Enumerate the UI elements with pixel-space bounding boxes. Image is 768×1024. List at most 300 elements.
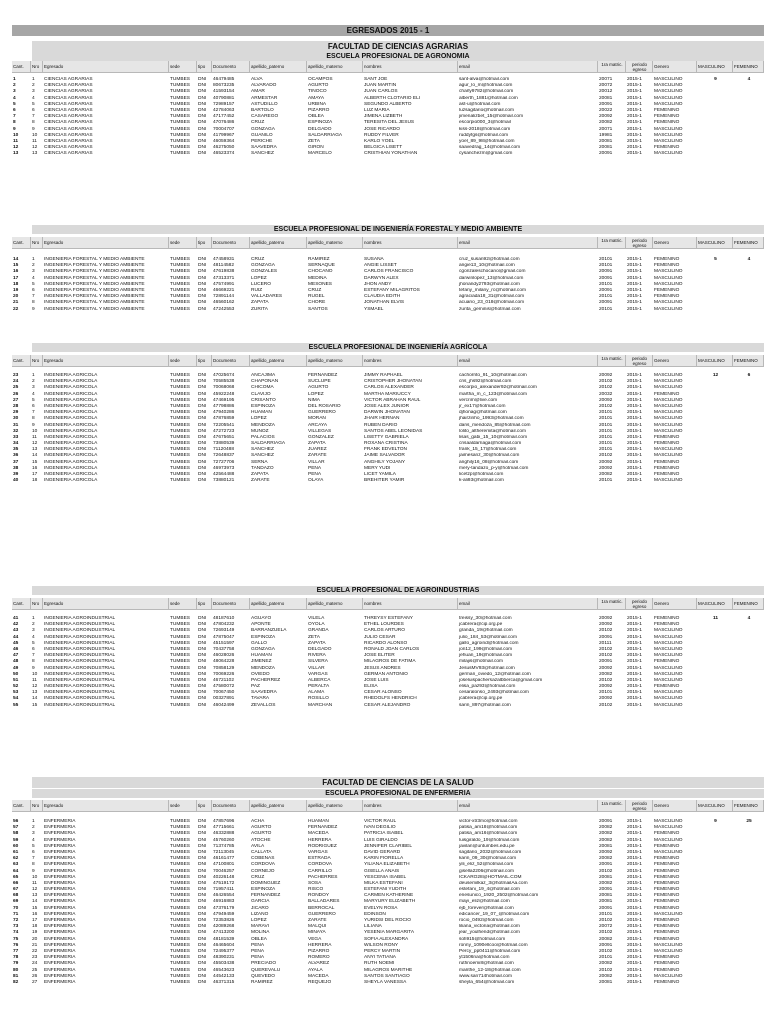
cell-per: 2015-1 bbox=[627, 391, 642, 397]
cell-am: VARGAS bbox=[308, 849, 328, 855]
cell-nom: CARLOS FRANCISCO bbox=[364, 269, 414, 275]
cell-tipo: DNI bbox=[198, 422, 207, 428]
cell-gen: MASCULINO bbox=[654, 690, 683, 696]
cell-egr: INGENIERIA AGRICOLA bbox=[44, 391, 98, 397]
cell-egr: INGENIERIA FORESTAL Y MEDIO AMBIENTE bbox=[44, 275, 145, 281]
cell-mail: mery-tandazo_p-y@hotmail.com bbox=[459, 465, 529, 471]
cell-cnt: 75 bbox=[13, 936, 19, 942]
cell-nom: VICTOR ABRAHAN RAUL bbox=[364, 397, 421, 403]
cell-am: ESTRADA bbox=[308, 856, 331, 862]
table-body bbox=[12, 819, 764, 986]
cell-per: 2015-1 bbox=[627, 967, 642, 973]
cell-ap: CRUZ bbox=[251, 257, 265, 262]
cell-ap: COBEÑAS bbox=[251, 856, 275, 862]
cell-mat: 20102 bbox=[599, 967, 613, 973]
cell-mat: 20101 bbox=[599, 447, 613, 453]
cell-ap: LIZANO bbox=[251, 911, 269, 917]
cell-nom: CESAR ALEJANDRO bbox=[364, 702, 411, 708]
cell-am: PERALTA bbox=[308, 684, 330, 690]
cell-nro: 25 bbox=[32, 967, 38, 973]
cell-nro: 4 bbox=[32, 275, 35, 281]
cell-ap: SANCHEZ bbox=[251, 453, 274, 459]
cell-per: 2015-1 bbox=[627, 416, 642, 422]
cell-ap: CRUZ bbox=[251, 120, 265, 126]
cell-nro: 2 bbox=[32, 379, 35, 385]
cell-ap: CRISANTO bbox=[251, 397, 276, 403]
cell-tipo: DNI bbox=[198, 659, 207, 665]
cell-nro: 15 bbox=[32, 905, 38, 911]
cell-am: HUAMAN bbox=[308, 819, 329, 824]
cell-am: RISCO bbox=[308, 887, 324, 893]
cell-tipo: DNI bbox=[198, 640, 207, 646]
cell-ap: SAAVEDRA bbox=[251, 145, 277, 151]
cell-sede: TUMBES bbox=[170, 924, 190, 930]
cell-tipo: DNI bbox=[198, 979, 207, 985]
cell-gen: MASCULINO bbox=[654, 671, 683, 677]
cell-am: PACHERRES bbox=[308, 874, 338, 880]
cell-nom: JOSE ALEX JUNIOR bbox=[364, 403, 410, 409]
cell-nom: JHON ANDY bbox=[364, 281, 392, 287]
cell-cnt: 27 bbox=[13, 397, 19, 403]
cell-nom: RHEDOLFS HENDRICH bbox=[364, 696, 417, 702]
cell-tipo: DNI bbox=[198, 300, 207, 306]
cell-mat: 20101 bbox=[599, 422, 613, 428]
cell-mail: ICKARO28@HOTMAIL.COM bbox=[459, 874, 522, 880]
cell-am: AYALA bbox=[308, 967, 323, 973]
cell-sede: TUMBES bbox=[170, 942, 190, 948]
cell-tipo: DNI bbox=[198, 441, 207, 447]
cell-per: 2015-1 bbox=[627, 373, 642, 378]
cell-egr: INGENIERIA AGRICOLA bbox=[44, 403, 98, 409]
cell-egr: INGENIERIA AGRICOLA bbox=[44, 465, 98, 471]
cell-nro: 16 bbox=[32, 911, 38, 917]
cell-cnt: 36 bbox=[13, 453, 19, 459]
cell-gen: MASCULINO bbox=[654, 422, 683, 428]
cell-mat: 20091 bbox=[599, 151, 613, 157]
cell-nom: VICTOR RAUL bbox=[364, 819, 397, 824]
cell-mail: cgonzaleschocano@gmail.com bbox=[459, 269, 526, 275]
cell-nom: FRANK EDVELTON bbox=[364, 447, 408, 453]
cell-mat: 20081 bbox=[599, 893, 613, 899]
cell-mat: 20092 bbox=[599, 465, 613, 471]
cell-ap: JIMENEZ bbox=[251, 659, 272, 665]
column-header-masculino: MASCULINO bbox=[697, 355, 733, 367]
cell-cnt: 62 bbox=[13, 856, 19, 862]
cell-sede: TUMBES bbox=[170, 434, 190, 440]
cell-mat: 20101 bbox=[599, 955, 613, 961]
cell-sede: TUMBES bbox=[170, 300, 190, 306]
cell-cnt: 53 bbox=[13, 690, 19, 696]
cell-cnt: 22 bbox=[13, 306, 19, 312]
cell-ap: CALLATA bbox=[251, 849, 272, 855]
cell-gen: MASCULINO bbox=[654, 702, 683, 708]
cell-mail: granda_19@hotmail.com bbox=[459, 628, 513, 634]
column-header-row bbox=[12, 355, 764, 367]
cell-gen: FEMENINO bbox=[654, 862, 680, 868]
cell-sede: TUMBES bbox=[170, 930, 190, 936]
column-header-documento: Documento bbox=[212, 598, 250, 610]
cell-sede: TUMBES bbox=[170, 887, 190, 893]
cell-mail: anghily16_08@hotmail.com bbox=[459, 459, 519, 465]
cell-gen: FEMENINO bbox=[654, 294, 680, 300]
cell-nro: 5 bbox=[32, 843, 35, 849]
cell-cnt: 29 bbox=[13, 410, 19, 416]
cell-nro: 8 bbox=[32, 120, 35, 126]
column-header-documento: Documento bbox=[212, 61, 250, 73]
cell-am: VILELA bbox=[308, 616, 325, 621]
cell-am: DELGADO bbox=[308, 126, 332, 132]
column-header-genero: Genero bbox=[653, 598, 697, 610]
cell-sede: TUMBES bbox=[170, 622, 190, 628]
cell-mat: 20081 bbox=[599, 95, 613, 101]
cell-am: HERRERA bbox=[308, 837, 332, 843]
cell-gen: FEMENINO bbox=[654, 120, 680, 126]
cell-am: RIVERA bbox=[308, 653, 326, 659]
column-header-nombres: nombres bbox=[363, 355, 458, 367]
cell-ap: MENDOZA bbox=[251, 665, 275, 671]
column-header-nro: Nro bbox=[31, 61, 43, 73]
cell-mail: ruddyfgs@hotmail.com bbox=[459, 132, 509, 138]
cell-mat: 20101 bbox=[599, 690, 613, 696]
cell-nom: JUAN MARTIN bbox=[364, 83, 397, 89]
cell-mat: 20072 bbox=[599, 924, 613, 930]
cell-mat: 20082 bbox=[599, 936, 613, 942]
cell-ap: AGURTO bbox=[251, 825, 272, 831]
cell-am: VEGA bbox=[308, 936, 322, 942]
cell-egr: CIENCIAS AGRARIAS bbox=[44, 77, 93, 82]
cell-nom: JESUS ANDRES bbox=[364, 665, 401, 671]
column-header-nro: Nro bbox=[31, 355, 43, 367]
cell-gen: FEMENINO bbox=[654, 893, 680, 899]
cell-cnt: 17 bbox=[13, 275, 19, 281]
cell-tipo: DNI bbox=[198, 83, 207, 89]
cell-ap: SANCHEZ bbox=[251, 447, 274, 453]
cell-ap: ALVA bbox=[251, 77, 263, 82]
cell-nro: 13 bbox=[32, 447, 38, 453]
cell-ap: PACHERREZ bbox=[251, 677, 281, 683]
cell-doc: 80673235 bbox=[213, 83, 235, 89]
cell-nom: MILKA ESTEFANI bbox=[364, 880, 403, 886]
column-header-ap_materno: apellido_materno bbox=[307, 355, 363, 367]
cell-cnt: 57 bbox=[13, 825, 19, 831]
cell-mat: 20091 bbox=[599, 269, 613, 275]
cell-mail: agur_lo_m@hotmail.com bbox=[459, 83, 513, 89]
cell-ap: RAMIREZ bbox=[251, 979, 273, 985]
cell-per: 2015-1 bbox=[627, 918, 642, 923]
cell-tipo: DNI bbox=[198, 416, 207, 422]
cell-doc: 42784063 bbox=[213, 107, 235, 113]
cell-mat: 20101 bbox=[599, 306, 613, 312]
cell-am: TINOCO bbox=[308, 89, 327, 95]
cell-mat: 20082 bbox=[599, 472, 613, 477]
cell-nom: BREHITER YAMIR bbox=[364, 478, 405, 484]
cell-nom: JUAN CARLOS bbox=[364, 89, 398, 95]
cell-doc: 47574991 bbox=[213, 281, 235, 287]
column-header-nombres: nombres bbox=[363, 598, 458, 610]
cell-per: 2015-1 bbox=[627, 690, 642, 696]
cell-gen: FEMENINO bbox=[654, 918, 680, 923]
cell-sede: TUMBES bbox=[170, 422, 190, 428]
cell-cnt: 37 bbox=[13, 459, 19, 465]
cell-sede: TUMBES bbox=[170, 616, 190, 621]
table-row bbox=[12, 307, 764, 313]
cell-sede: TUMBES bbox=[170, 441, 190, 447]
cell-tipo: DNI bbox=[198, 893, 207, 899]
cell-sede: TUMBES bbox=[170, 281, 190, 287]
cell-ap: BARTOLO bbox=[251, 107, 274, 113]
cell-per: 2015-1 bbox=[627, 930, 642, 936]
cell-nom: JOSE ELITER bbox=[364, 653, 395, 659]
cell-per: 2015-1 bbox=[627, 628, 642, 634]
cell-doc: 46721102 bbox=[213, 677, 234, 683]
cell-ap: PRECIADO bbox=[251, 961, 277, 967]
cell-nro: 17 bbox=[32, 918, 38, 923]
cell-per: 2015-1 bbox=[627, 837, 642, 843]
cell-gen: FEMENINO bbox=[654, 936, 680, 942]
cell-ap: MOLINA bbox=[251, 930, 270, 936]
cell-cnt: 9 bbox=[13, 126, 16, 132]
column-header-sede: sede bbox=[169, 355, 197, 367]
cell-am: ALAMA bbox=[308, 690, 325, 696]
cell-doc: 47875047 bbox=[213, 634, 235, 640]
cell-cnt: 1 bbox=[13, 77, 16, 82]
cell-ap: PEÑA bbox=[251, 955, 265, 961]
cell-per: 2015-1 bbox=[627, 101, 642, 107]
cell-am: URBINA bbox=[308, 101, 327, 107]
cell-egr: ENFERMERIA bbox=[44, 843, 76, 849]
cell-ap: AGUAYO bbox=[251, 616, 272, 621]
cell-mail: victor-xtr3mo@hotmail.com bbox=[459, 819, 518, 824]
cell-sede: TUMBES bbox=[170, 263, 190, 269]
cell-sede: TUMBES bbox=[170, 831, 190, 837]
cell-cnt: 76 bbox=[13, 942, 19, 948]
cell-nom: ANGHILY YOJANY bbox=[364, 459, 406, 465]
cell-nro: 11 bbox=[32, 677, 37, 683]
cell-cnt: 66 bbox=[13, 880, 19, 886]
cell-ap: AMAR bbox=[251, 89, 265, 95]
cell-tipo: DNI bbox=[198, 634, 207, 640]
cell-sede: TUMBES bbox=[170, 306, 190, 312]
cell-ap: ZEVALLOS bbox=[251, 702, 276, 708]
cell-nro: 8 bbox=[32, 300, 35, 306]
cell-per: 2015-1 bbox=[627, 893, 642, 899]
cell-sede: TUMBES bbox=[170, 145, 190, 151]
column-header-tipo: tipo bbox=[197, 237, 212, 249]
cell-nom: ANGIE LISSET bbox=[364, 263, 397, 269]
cell-doc: 48064228 bbox=[213, 659, 235, 665]
cell-mail: rocio_0492@hotmail.com bbox=[459, 918, 514, 923]
cell-nom: CRISTOPHER JHONATAN bbox=[364, 379, 422, 385]
cell-ap: SERNA bbox=[251, 459, 268, 465]
masculino-count: 12 bbox=[712, 373, 719, 378]
cell-doc: 47798886 bbox=[213, 403, 235, 409]
cell-egr: CIENCIAS AGRARIAS bbox=[44, 120, 93, 126]
cell-sede: TUMBES bbox=[170, 849, 190, 855]
cell-mail: daris_mendoza_85@hotmail.com bbox=[459, 422, 531, 428]
cell-nro: 22 bbox=[32, 948, 38, 954]
cell-nro: 3 bbox=[32, 385, 35, 391]
cell-doc: 73880121 bbox=[213, 478, 235, 484]
cell-nom: KARLO YOEL bbox=[364, 138, 395, 144]
cell-cnt: 49 bbox=[13, 665, 19, 671]
cell-egr: INGENIERIA AGROINDUSTRIAL bbox=[44, 622, 116, 628]
cell-tipo: DNI bbox=[198, 696, 207, 702]
cell-egr: CIENCIAS AGRARIAS bbox=[44, 126, 93, 132]
cell-cnt: 82 bbox=[13, 979, 19, 985]
column-header-cnt: Cant. bbox=[12, 237, 31, 249]
cell-nom: SHEYLA VANESSA bbox=[364, 979, 407, 985]
column-header-periodo: periodo egreso bbox=[626, 237, 653, 249]
cell-nom: MARYURY ELIZABETH bbox=[364, 899, 416, 905]
cell-egr: ENFERMERIA bbox=[44, 961, 76, 967]
cell-ap: BARRANZUELA bbox=[251, 628, 287, 634]
faculty-header: FACULTAD DE CIENCIAS AGRARIAS bbox=[32, 41, 764, 52]
cell-sede: TUMBES bbox=[170, 696, 190, 702]
cell-am: GUERRERO bbox=[308, 911, 336, 917]
cell-per: 2015-1 bbox=[627, 300, 642, 306]
cell-per: 2015-1 bbox=[627, 107, 642, 113]
column-header-masculino: MASCULINO bbox=[697, 237, 733, 249]
column-header-masculino: MASCULINO bbox=[697, 800, 733, 812]
cell-cnt: 67 bbox=[13, 887, 19, 893]
cell-egr: ENFERMERIA bbox=[44, 936, 76, 942]
cell-nro: 1 bbox=[32, 257, 35, 262]
cell-mat: 20101 bbox=[599, 434, 613, 440]
column-header-masculino: MASCULINO bbox=[697, 61, 733, 73]
cell-doc: 46465604 bbox=[213, 942, 235, 948]
cell-sede: TUMBES bbox=[170, 294, 190, 300]
cell-am: CHORE bbox=[308, 300, 326, 306]
cell-sede: TUMBES bbox=[170, 899, 190, 905]
cell-doc: 47940286 bbox=[213, 410, 235, 416]
cell-mail: Percy_pp0411@hotmail.com bbox=[459, 948, 521, 954]
cell-mat: 20101 bbox=[599, 478, 613, 484]
cell-sede: TUMBES bbox=[170, 659, 190, 665]
cell-cnt: 8 bbox=[13, 120, 16, 126]
cell-doc: 73880539 bbox=[213, 441, 235, 447]
cell-per: 2015-1 bbox=[627, 294, 642, 300]
cell-ap: QUEVEDO bbox=[251, 973, 275, 979]
cell-cnt: 16 bbox=[13, 269, 19, 275]
cell-mat: 20071 bbox=[599, 77, 613, 82]
cell-per: 2015-1 bbox=[627, 132, 642, 138]
cell-mail: cachorrito_91_10@hotmail.com bbox=[459, 373, 527, 378]
cell-cnt: 6 bbox=[13, 107, 16, 113]
cell-egr: INGENIERIA AGRICOLA bbox=[44, 472, 98, 477]
cell-am: PEÑA bbox=[308, 465, 322, 471]
cell-ap: GALLO bbox=[251, 640, 267, 646]
cell-tipo: DNI bbox=[198, 887, 207, 893]
cell-doc: 40226148 bbox=[213, 874, 235, 880]
cell-gen: MASCULINO bbox=[654, 281, 683, 287]
cell-egr: INGENIERIA AGRICOLA bbox=[44, 379, 98, 385]
cell-mail: javilan@untumbes.edu.pe bbox=[459, 843, 515, 849]
cell-gen: FEMENINO bbox=[654, 684, 680, 690]
cell-gen: FEMENINO bbox=[654, 880, 680, 886]
cell-per: 2015-1 bbox=[627, 653, 642, 659]
cell-mail: jon12_199@hotmail.com bbox=[459, 646, 513, 652]
table-row bbox=[12, 703, 764, 709]
cell-cnt: 61 bbox=[13, 849, 19, 855]
cell-egr: INGENIERIA AGRICOLA bbox=[44, 385, 98, 391]
cell-am: MEDINA bbox=[308, 275, 327, 281]
cell-mat: 20101 bbox=[599, 416, 613, 422]
cell-mail: jear_youlhend@hotmail.com bbox=[459, 930, 520, 936]
cell-egr: ENFERMERIA bbox=[44, 874, 76, 880]
cell-cnt: 12 bbox=[13, 145, 19, 151]
cell-mat: 20091 bbox=[599, 659, 613, 665]
cell-gen: FEMENINO bbox=[654, 955, 680, 961]
cell-ap: TANDAZO bbox=[251, 465, 274, 471]
cell-am: SUCLUPE bbox=[308, 379, 331, 385]
masculino-count: 5 bbox=[714, 257, 717, 262]
cell-mat: 20092 bbox=[599, 665, 613, 671]
cell-sede: TUMBES bbox=[170, 893, 190, 899]
cell-tipo: DNI bbox=[198, 89, 207, 95]
cell-nom: SEGUNDO ALBERTO bbox=[364, 101, 412, 107]
cell-doc: 42089268 bbox=[213, 924, 235, 930]
cell-egr: ENFERMERIA bbox=[44, 899, 76, 905]
cell-ap: LOPEZ bbox=[251, 275, 267, 281]
cell-tipo: DNI bbox=[198, 653, 207, 659]
cell-sede: TUMBES bbox=[170, 101, 190, 107]
cell-doc: 71374785 bbox=[213, 843, 235, 849]
cell-nro: 6 bbox=[32, 646, 35, 652]
cell-mat: 20091 bbox=[599, 819, 613, 824]
cell-per: 2015-1 bbox=[627, 83, 642, 89]
cell-cnt: 81 bbox=[13, 973, 19, 979]
cell-nom: LUZ MARIA bbox=[364, 107, 390, 113]
cell-mat: 19981 bbox=[599, 132, 613, 138]
cell-tipo: DNI bbox=[198, 973, 207, 979]
cell-sede: TUMBES bbox=[170, 671, 190, 677]
cell-nro: 8 bbox=[32, 862, 35, 868]
cell-mail: crisaaldarriaga@hotmail.com bbox=[459, 441, 522, 447]
cell-nom: ELISA bbox=[364, 684, 378, 690]
cell-mat: 20091 bbox=[599, 942, 613, 948]
cell-tipo: DNI bbox=[198, 967, 207, 973]
cell-nro: 13 bbox=[32, 690, 38, 696]
cell-am: ALVAREZ bbox=[308, 961, 330, 967]
table-body bbox=[12, 373, 764, 484]
cell-am: ARCAYA bbox=[308, 422, 328, 428]
cell-doc: 45922248 bbox=[213, 391, 235, 397]
cell-egr: ENFERMERIA bbox=[44, 967, 76, 973]
cell-gen: MASCULINO bbox=[654, 410, 683, 416]
cell-per: 2015-1 bbox=[627, 961, 642, 967]
cell-cnt: 2 bbox=[13, 83, 16, 89]
cell-egr: INGENIERIA AGROINDUSTRIAL bbox=[44, 671, 116, 677]
cell-am: CRUZ bbox=[308, 287, 322, 293]
cell-doc: 45503438 bbox=[213, 961, 235, 967]
cell-doc: 72495377 bbox=[213, 948, 235, 954]
cell-gen: FEMENINO bbox=[654, 465, 680, 471]
cell-am: RODRIGUEZ bbox=[308, 843, 337, 849]
cell-am: MACEDA bbox=[308, 973, 329, 979]
cell-tipo: DNI bbox=[198, 373, 207, 378]
cell-gen: FEMENINO bbox=[654, 856, 680, 862]
cell-nro: 10 bbox=[32, 132, 38, 138]
cell-per: 2015-1 bbox=[627, 465, 642, 471]
cell-doc: 72113045 bbox=[213, 849, 234, 855]
cell-nom: JOSE LUIS bbox=[364, 677, 389, 683]
cell-mail: sarin_897@hotmail.com bbox=[459, 702, 511, 708]
cell-nom: JAIME SALVADOR bbox=[364, 453, 405, 459]
column-header-cnt: Cant. bbox=[12, 598, 31, 610]
cell-am: VILLAR bbox=[308, 459, 325, 465]
cell-sede: TUMBES bbox=[170, 634, 190, 640]
cell-nom: ALBERTH CLOTARIO ELI bbox=[364, 95, 421, 101]
